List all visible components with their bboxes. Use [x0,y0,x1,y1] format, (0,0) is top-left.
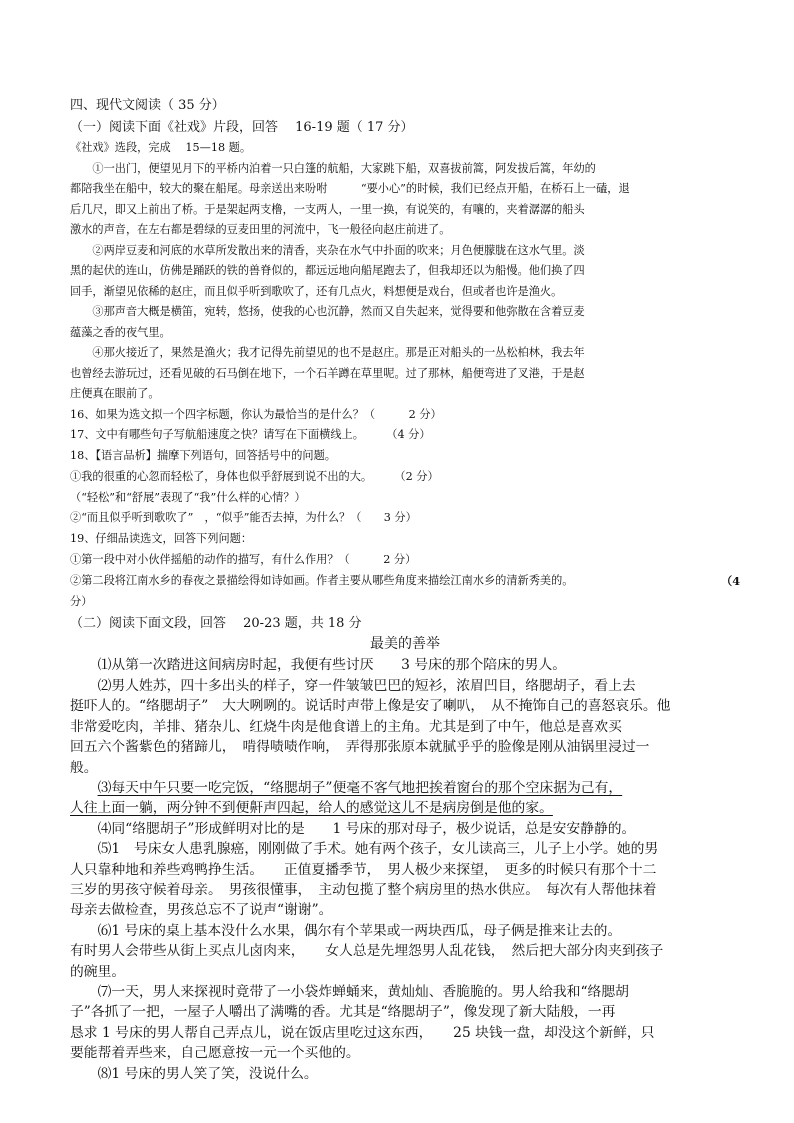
question-18-1: ①我的很重的心忽而轻松了，身体也似乎舒展到说不出的大。 （2 分） [70,469,439,483]
passage-line: 后几尺，即又上前出了桥。于是架起两支橹，一支两人，一里一换，有说笑的，有嚷的，夹着潺潺的船头 [70,202,585,216]
story-line: 非常爱吃肉，羊排、猪杂儿、红烧牛肉是他食谱上的主角。尤其是到了中午，他总是喜欢买 [70,718,622,735]
question-19: 19、仔细品读选文，回答下列问题： [70,532,253,546]
story-title: 最美的善举 [370,636,440,653]
story-line: 有时男人会带些从街上买点儿卤肉来， 女人总是先埋怨男人乱花钱， 然后把大部分肉夹到孩子 [70,943,664,960]
question-19-2-text: ②第二段将江南水乡的春夜之景描绘得如诗如画。作者主要从哪些角度来描绘江南水乡的清新秀美的。 [70,573,574,587]
passage-line: 激水的声音，在左右都是碧绿的豆麦田里的河流中，飞一般径向赵庄前进了。 [70,223,451,236]
story-line: ⑴从第一次踏进这间病房时起，我便有些讨厌 3 号床的那个陪床的男人。 [97,657,567,674]
story-line: 般。 [70,759,98,776]
question-17: 17、文中有哪些句子写航船速度之快？请写在下面横线上。 （4 分） [70,428,431,442]
part1-heading: （一）阅读下面《社戏》片段，回答 16-19 题（ 17 分） [70,120,414,135]
passage-line: ④那火接近了，果然是渔火；我才记得先前望见的也不是赵庄。那是正对船头的一丛松柏林，我去年 [92,346,585,359]
question-18: 18、【语言品析】揣摩下列语句，回答括号中的问题。 [70,449,336,463]
question-19-2-score: （4 [721,573,740,588]
question-18-2: ②“而且似乎听到歌吹了” ，“似乎”能否去掉，为什么？（ 3 分） [70,511,417,525]
passage-paragraph-4 [70,343,740,405]
story-line-underlined: 人往上面一躺，两分钟不到便鼾声四起，给人的感觉这儿不是病房倒是他的家。 [70,800,553,817]
story-line-underlined: ⑶每天中午只要一吃完饭，“络腮胡子”便毫不客气地把挨着窗台的那个空床据为己有， [97,779,623,796]
passage-intro: 《社戏》选段，完成 15—18 题。 [70,141,252,154]
story-line: ⑷同“络腮胡子”形成鲜明对比的是 1 号床的那对母子，极少说话，总是安安静静的。 [97,820,636,837]
passage-line: ③那声音大概是横笛，宛转，悠扬，使我的心也沉静，然而又自失起来，觉得要和他弥散在含着豆麦 [92,305,585,318]
story-paragraph-2 [70,676,740,778]
story-line: ⑸1 号床女人患乳腺癌，刚刚做了手术。她有两个孩子，女儿读高三，儿子上小学。她的男 [97,841,659,858]
question-19-2 [70,571,740,592]
story-line: 子”各抓了一把，一屋子人嚼出了满嘴的香。尤其是“络腮胡子”，像发现了新大陆般，一再 [70,1004,616,1021]
story-line: 恳求 1 号床的男人帮自己弄点儿，说在饭店里吃过这东西， 25 块钱一盘，却没这个新鲜，只 [70,1024,655,1041]
story-line: ⑻1 号床的男人笑了笑，没说什么。 [97,1065,318,1082]
question-16: 16、如果为选文拟一个四字标题，你认为最恰当的是什么？（ 2 分） [70,407,442,421]
story-paragraph-8 [70,1064,740,1084]
story-paragraph-1 [70,655,740,675]
story-line: 挺吓人的。“络腮胡子” 大大咧咧的。说话时声带上像是安了喇叭， 从不掩饰自己的喜怒哀乐。他 [70,698,671,715]
question-18-1-hint: （“轻松”和“舒展”表现了“我”什么样的心情？） [70,490,306,504]
passage-line: 黑的起伏的连山，仿佛是踊跃的铁的兽脊似的，都远远地向船尾跑去了，但我却还以为船慢。他们换了四 [70,264,585,277]
story-line: ⑵男人姓苏，四十多出头的样子，穿一件皱皱巴巴的短衫，浓眉凹目，络腮胡子，看上去 [97,677,636,694]
passage-line: 回手，渐望见依稀的赵庄，而且似乎听到歌吹了，还有几点火，料想便是戏台，但或者也许是渔火。 [70,284,563,298]
passage-paragraph-3 [70,302,740,343]
questions-block [70,405,740,613]
section-title: 四、现代文阅读（ 35 分） [70,98,225,113]
story-paragraph-7 [70,982,740,1064]
passage-paragraph-2 [70,241,740,303]
story-line: 要能帮着弄些来，自己愿意按一元一个买他的。 [70,1045,360,1062]
story-line: 母亲去做检查，男孩总忘不了说声“谢谢”。 [70,902,333,919]
story-paragraph-4 [70,819,740,839]
passage-line: 庄便真在眼前了。 [70,387,160,400]
story-line: 回五六个酱紫色的猪蹄儿， 啃得啧啧作响， 弄得那张原本就腻乎乎的脸像是刚从油锅里浸过一 [70,739,650,756]
story-line: 的碗里。 [70,963,126,980]
question-19-1: ①第一段中对小伙伴摇船的动作的描写，有什么作用？（ 2 分） [70,553,417,567]
story-paragraph-5 [70,839,740,921]
part2-heading: （二）阅读下面文段，回答 20-23 题，共 18 分 [70,616,362,632]
story-paragraph-3 [70,778,740,819]
story-paragraph-6 [70,921,740,982]
story-line: ⑹1 号床的桌上基本没什么水果，偶尔有个苹果或一两块西瓜，母子俩是推来让去的。 [97,922,622,939]
passage-line: 都陪我坐在船中，较大的聚在船尾。母亲送出来吩咐 “要小心”的时候，我们已经点开船，在桥石上一磕，退 [70,182,630,195]
question-19-2-score-cont: 分） [70,594,93,608]
story-line: 三岁的男孩守候着母亲。 男孩很懂事， 主动包揽了整个病房里的热水供应。 每次有人帮他抹着 [70,881,657,898]
passage-line: 蕴藻之香的夜气里。 [70,325,171,339]
passage-paragraph-1 [70,159,740,241]
exam-page [70,96,740,1084]
passage-line: ①一出门，便望见月下的平桥内泊着一只白篷的航船，大家跳下船，双喜拔前篙，阿发拔后篙，年幼的 [92,161,596,175]
story-line: 人只靠种地和养些鸡鸭挣生活。 正值夏播季节， 男人极少来探望， 更多的时候只有那个十二 [70,861,657,878]
passage-line: ②两岸豆麦和河底的水草所发散出来的清香，夹杂在水气中扑面的吹来；月色便朦胧在这水气里。淡 [92,243,585,257]
story-line: ⑺一天，男人来探视时竟带了一小袋炸蝉蛹来，黄灿灿、香脆脆的。男人给我和“络腮胡 [97,983,629,1000]
passage-line: 也曾经去游玩过，还看见破的石马倒在地下，一个石羊蹲在草里呢。过了那林，船便弯进了叉港，于是赵 [70,366,585,380]
